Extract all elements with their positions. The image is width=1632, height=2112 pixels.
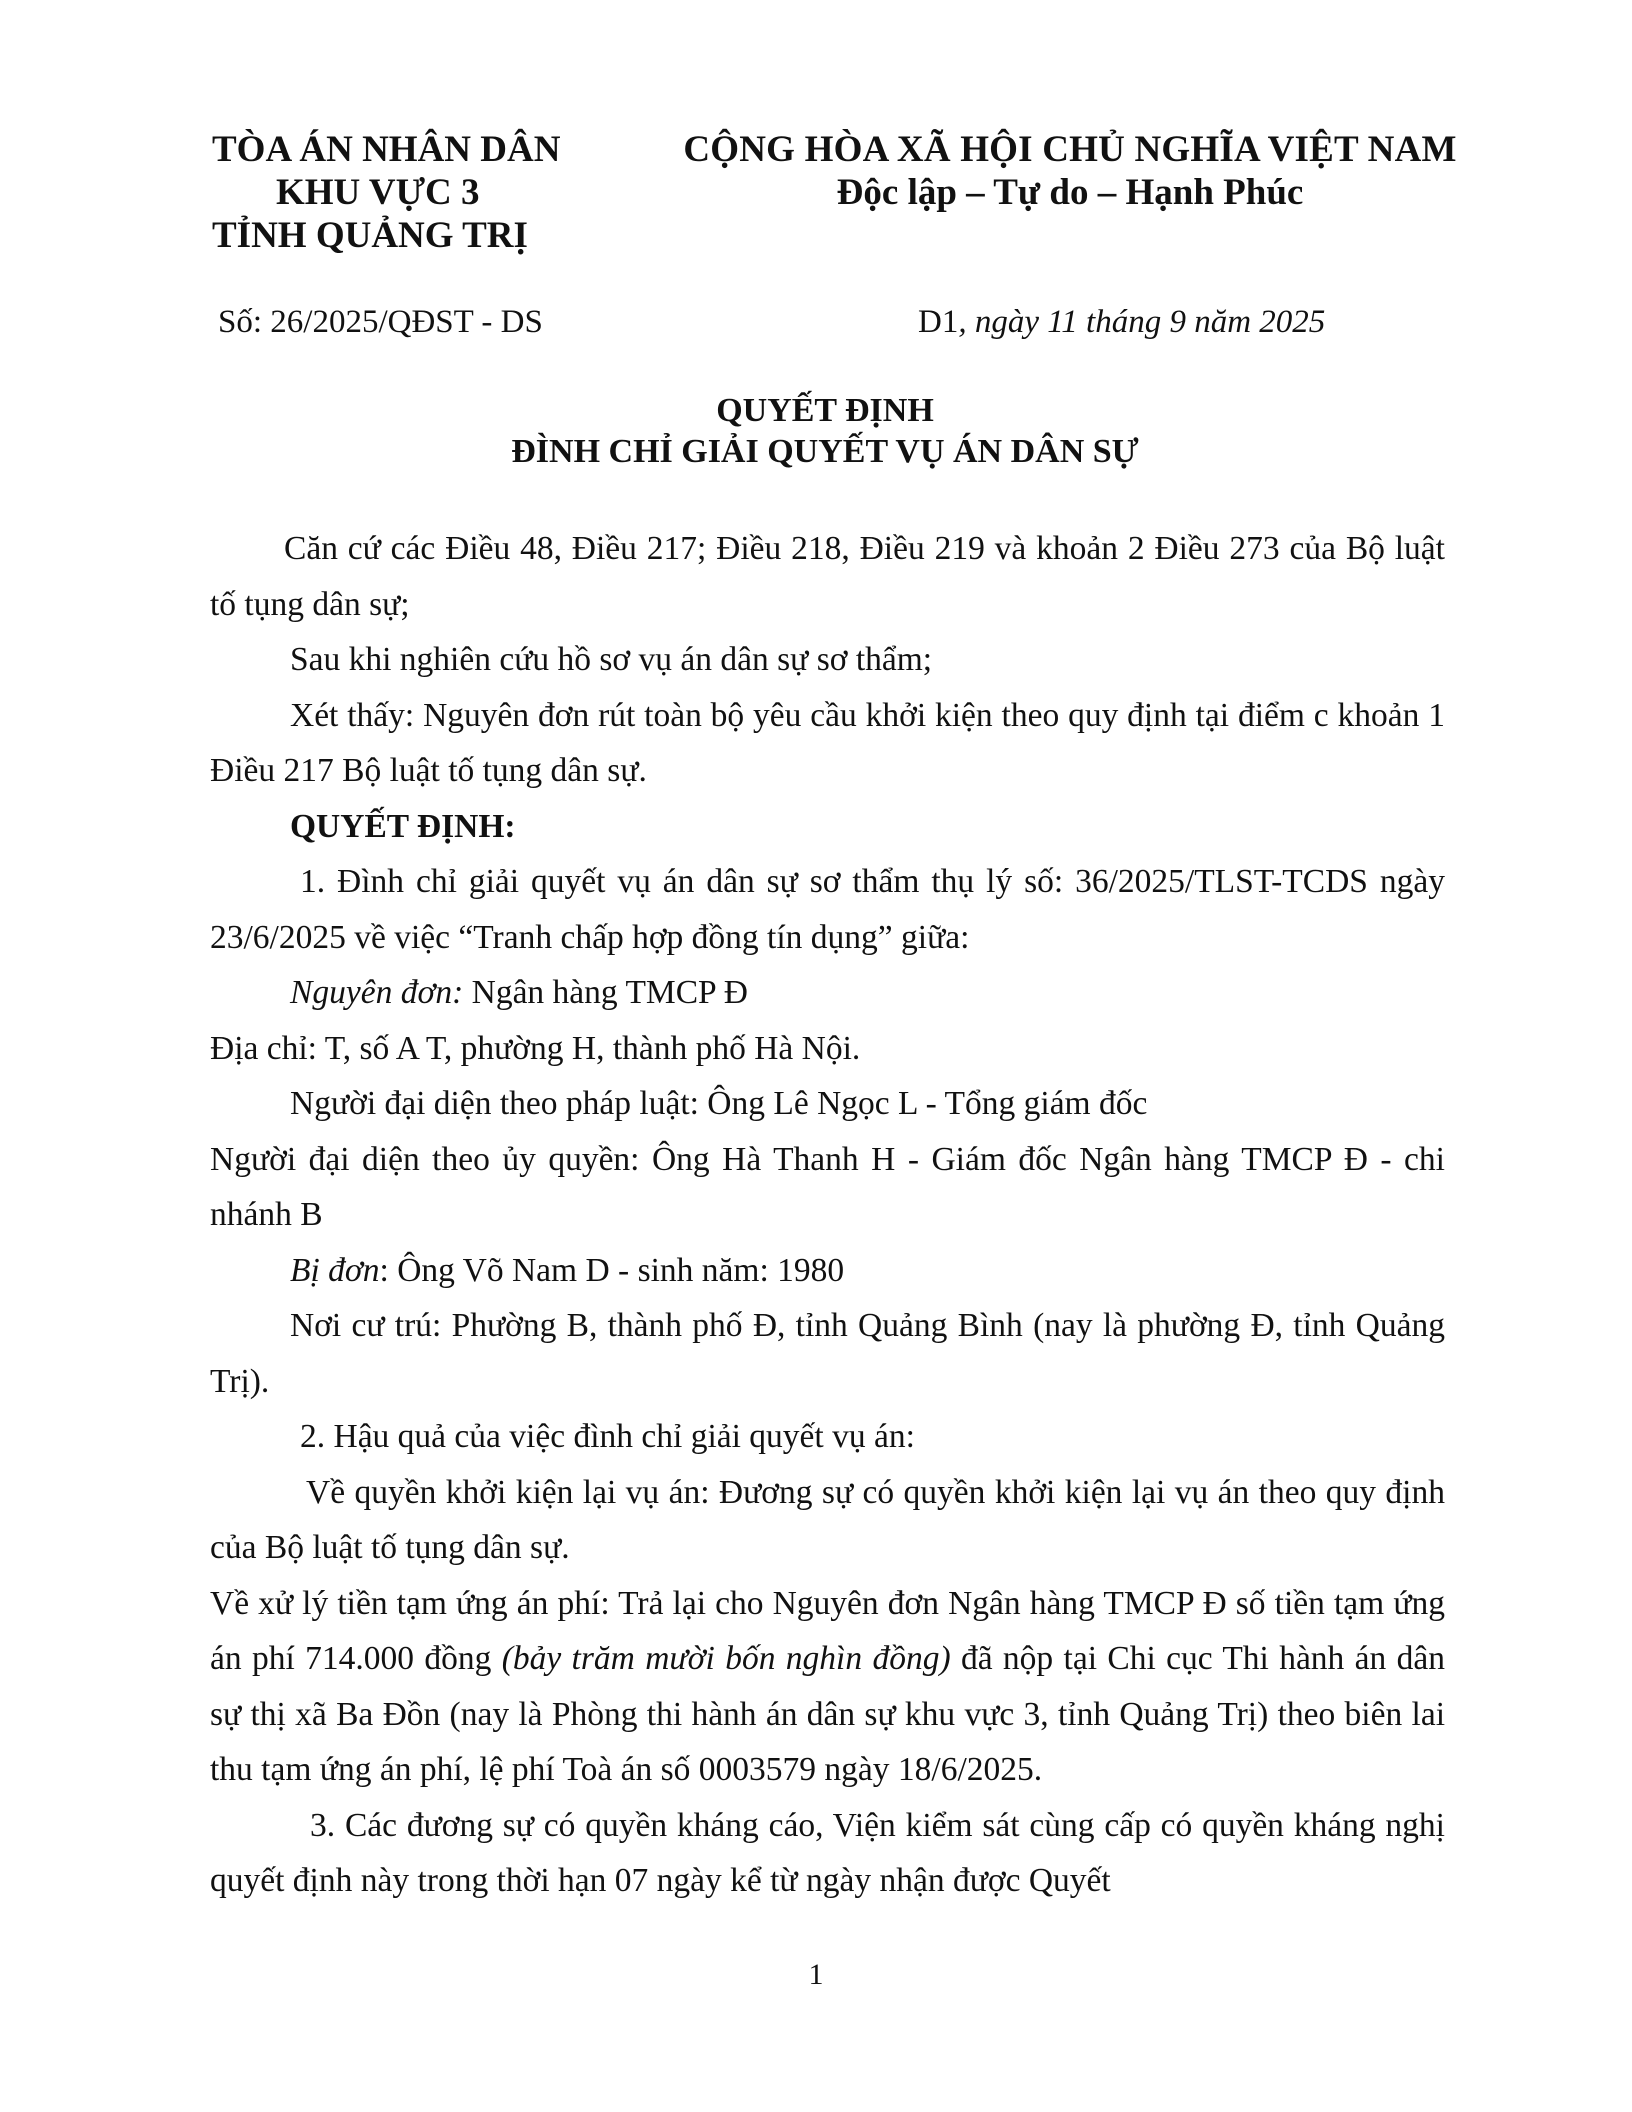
decision-item-2: 2. Hậu quả của việc đình chỉ giải quyết vụ án: — [300, 1418, 915, 1455]
national-header — [640, 128, 1500, 214]
defendant-label: Bị đơn — [290, 1251, 380, 1289]
national-motto: Độc lập – Tự do – Hạnh Phúc — [836, 172, 1304, 213]
fee-in-words: (bảy trăm mười bốn nghìn đồng) — [501, 1640, 951, 1677]
court-region: KHU VỰC 3 — [276, 172, 480, 213]
fee-part-2: đã nộp tại Chi cục Thi hành án dân sự thị xã Ba Đồn (nay là Phòng thi hành án dân sự khu vực 3, tỉnh Quảng Trị) theo biên lai thu tạm ứng án phí, lệ phí Toà án số 0003579 ngày 18/6/2025. — [210, 1640, 1445, 1788]
legal-representative: Người đại diện theo pháp luật: Ông Lê Ngọc L - Tổng giám đốc — [290, 1085, 1148, 1122]
authorized-representative: Người đại diện theo ủy quyền: Ông Hà Thanh H - Giám đốc Ngân hàng TMCP Đ - chi nhánh B — [210, 1140, 1445, 1233]
plaintiff-label: Nguyên đơn: — [290, 974, 464, 1011]
court-province: TỈNH QUẢNG TRỊ — [212, 215, 528, 256]
fee-part-1: Về xử lý tiền tạm ứng án phí: Trả lại cho Nguyên đơn Ngân hàng TMCP Đ số tiền tạm ứng án phí 714.000 đồng — [210, 1584, 1445, 1677]
court-name: TÒA ÁN NHÂN DÂN — [212, 129, 561, 170]
defendant-value: : Ông Võ Nam D - sinh năm: 1980 — [379, 1251, 845, 1289]
document-body — [210, 521, 1445, 1909]
plaintiff-value: Ngân hàng TMCP Đ — [463, 974, 748, 1011]
decision-heading: QUYẾT ĐỊNH: — [290, 807, 516, 845]
resue-right: Về quyền khởi kiện lại vụ án: Đương sự có quyền khởi kiện lại vụ án theo quy định của Bộ luật tố tụng dân sự. — [210, 1473, 1445, 1566]
plaintiff — [210, 965, 1445, 1021]
document-title — [200, 390, 1450, 472]
reference-line — [218, 302, 1378, 342]
title-sub: ĐÌNH CHỈ GIẢI QUYẾT VỤ ÁN DÂN SỰ — [511, 433, 1139, 470]
national-title: CỘNG HÒA XÃ HỘI CHỦ NGHĨA VIỆT NAM — [683, 129, 1457, 170]
decision-number: Số: 26/2025/QĐST - DS — [218, 304, 543, 340]
defendant — [210, 1243, 1445, 1299]
title-main: QUYẾT ĐỊNH — [716, 392, 934, 429]
page-number: 1 — [808, 1958, 824, 1991]
court-header — [212, 128, 572, 257]
defendant-residence: Nơi cư trú: Phường B, thành phố Đ, tỉnh Quảng Bình (nay là phường Đ, tỉnh Quảng Trị). — [210, 1307, 1445, 1400]
plaintiff-address: Địa chỉ: T, số A T, phường H, thành phố Hà Nội. — [210, 1029, 861, 1067]
fee-handling — [210, 1576, 1445, 1798]
place-and-date — [918, 302, 1325, 342]
decision-item-3: 3. Các đương sự có quyền kháng cáo, Viện kiểm sát cùng cấp có quyền kháng nghị quyết định này trong thời hạn 07 ngày kể từ ngày nhận được Quyết — [210, 1806, 1445, 1899]
after-study: Sau khi nghiên cứu hồ sơ vụ án dân sự sơ thẩm; — [290, 641, 933, 678]
considering: Xét thấy: Nguyên đơn rút toàn bộ yêu cầu khởi kiện theo quy định tại điểm c khoản 1 Điều 217 Bộ luật tố tụng dân sự. — [210, 696, 1445, 789]
decision-item-1: 1. Đình chỉ giải quyết vụ án dân sự sơ thẩm thụ lý số: 36/2025/TLST-TCDS ngày 23/6/2025 về việc “Tranh chấp hợp đồng tín dụng” giữa: — [210, 863, 1445, 956]
place: D1 — [918, 304, 959, 340]
issue-date: , ngày 11 tháng 9 năm 2025 — [958, 304, 1326, 340]
legal-basis: Căn cứ các Điều 48, Điều 217; Điều 218, Điều 219 và khoản 2 Điều 273 của Bộ luật tố tụng dân sự; — [210, 530, 1445, 623]
